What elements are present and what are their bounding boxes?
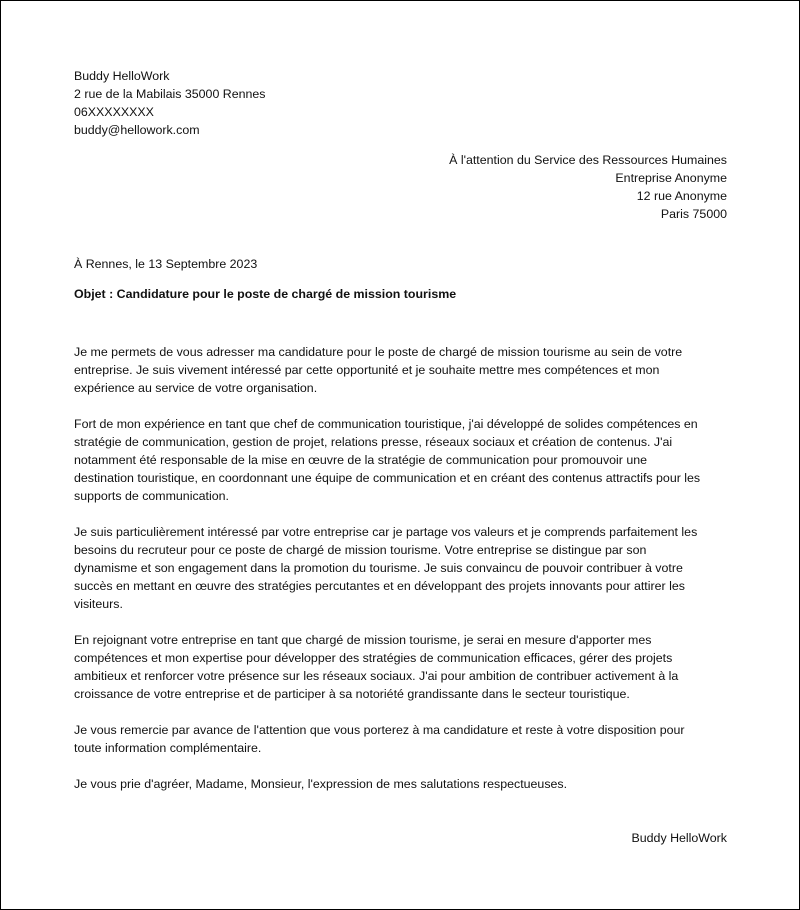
body-line: Fort de mon expérience en tant que chef de communication touristique, j'ai développé de solides compétences en bbox=[74, 417, 698, 431]
sender-address: 2 rue de la Mabilais 35000 Rennes bbox=[74, 87, 266, 101]
subject-line: Objet : Candidature pour le poste de chargé de mission tourisme bbox=[74, 287, 457, 301]
body-line: succès en mettant en œuvre des stratégies percutantes et en développant des projets innovants pour attirer les bbox=[74, 579, 685, 593]
sender-email: buddy@hellowork.com bbox=[74, 123, 200, 137]
body-line: Je vous prie d'agréer, Madame, Monsieur, l'expression de mes salutations respectueuses. bbox=[74, 777, 568, 791]
body-line: besoins du recruteur pour ce poste de chargé de mission tourisme. Votre entreprise se distingue par son bbox=[74, 543, 647, 557]
sender-block bbox=[74, 67, 266, 139]
body-line: visiteurs. bbox=[74, 597, 123, 611]
body-line: Je me permets de vous adresser ma candidature pour le poste de chargé de mission tourisme au sein de votre bbox=[74, 345, 683, 359]
body-line: dynamisme et son engagement dans la promotion du tourisme. Je suis convaincu de pouvoir contribuer à votre bbox=[74, 561, 683, 575]
body-line: notamment été responsable de la mise en œuvre de la stratégie de communication pour promouvoir une bbox=[74, 453, 648, 467]
paragraph-thanks bbox=[74, 721, 734, 757]
recipient-company: Entreprise Anonyme bbox=[615, 171, 727, 185]
body-line: supports de communication. bbox=[74, 489, 229, 503]
body-line: compétences et mon expertise pour développer des stratégies de communication efficaces, gérer des projets bbox=[74, 651, 673, 665]
body-line: toute information complémentaire. bbox=[74, 741, 262, 755]
recipient-city: Paris 75000 bbox=[660, 207, 727, 221]
paragraph-intro bbox=[74, 343, 734, 397]
paragraph-contribution bbox=[74, 631, 734, 703]
body-line: entreprise. Je suis vivement intéressé par cette opportunité et je souhaite mettre mes compétences et mon bbox=[74, 363, 660, 377]
paragraph-motivation bbox=[74, 523, 734, 613]
signature: Buddy HelloWork bbox=[631, 831, 727, 845]
sender-name: Buddy HelloWork bbox=[74, 69, 170, 83]
body-line: destination touristique, en coordonnant une équipe de communication et en créant des contenus attractifs pour les bbox=[74, 471, 701, 485]
sender-phone: 06XXXXXXXX bbox=[74, 105, 154, 119]
body-line: expérience au service de votre organisation. bbox=[74, 381, 318, 395]
body-line: croissance de votre entreprise et de participer à sa notoriété grandissante dans le secteur touristique. bbox=[74, 687, 630, 701]
date-line: À Rennes, le 13 Septembre 2023 bbox=[74, 257, 258, 271]
recipient-street: 12 rue Anonyme bbox=[636, 189, 727, 203]
body-line: En rejoignant votre entreprise en tant que chargé de mission tourisme, je serai en mesure d'apporter mes bbox=[74, 633, 652, 647]
body-line: ambitieux et renforcer votre présence sur les réseaux sociaux. J'ai pour ambition de contribuer activement à la bbox=[74, 669, 679, 683]
body-line: Je suis particulièrement intéressé par votre entreprise car je partage vos valeurs et je comprends parfaitement les bbox=[74, 525, 698, 539]
paragraph-closing bbox=[74, 775, 734, 793]
body-line: Je vous remercie par avance de l'attention que vous porterez à ma candidature et reste à votre disposition pour bbox=[74, 723, 685, 737]
recipient-attention: À l'attention du Service des Ressources Humaines bbox=[449, 153, 727, 167]
recipient-block bbox=[449, 151, 727, 223]
letter-body bbox=[74, 343, 734, 811]
paragraph-experience bbox=[74, 415, 734, 505]
body-line: stratégie de communication, gestion de projet, relations presse, réseaux sociaux et création de contenus. J'ai bbox=[74, 435, 673, 449]
